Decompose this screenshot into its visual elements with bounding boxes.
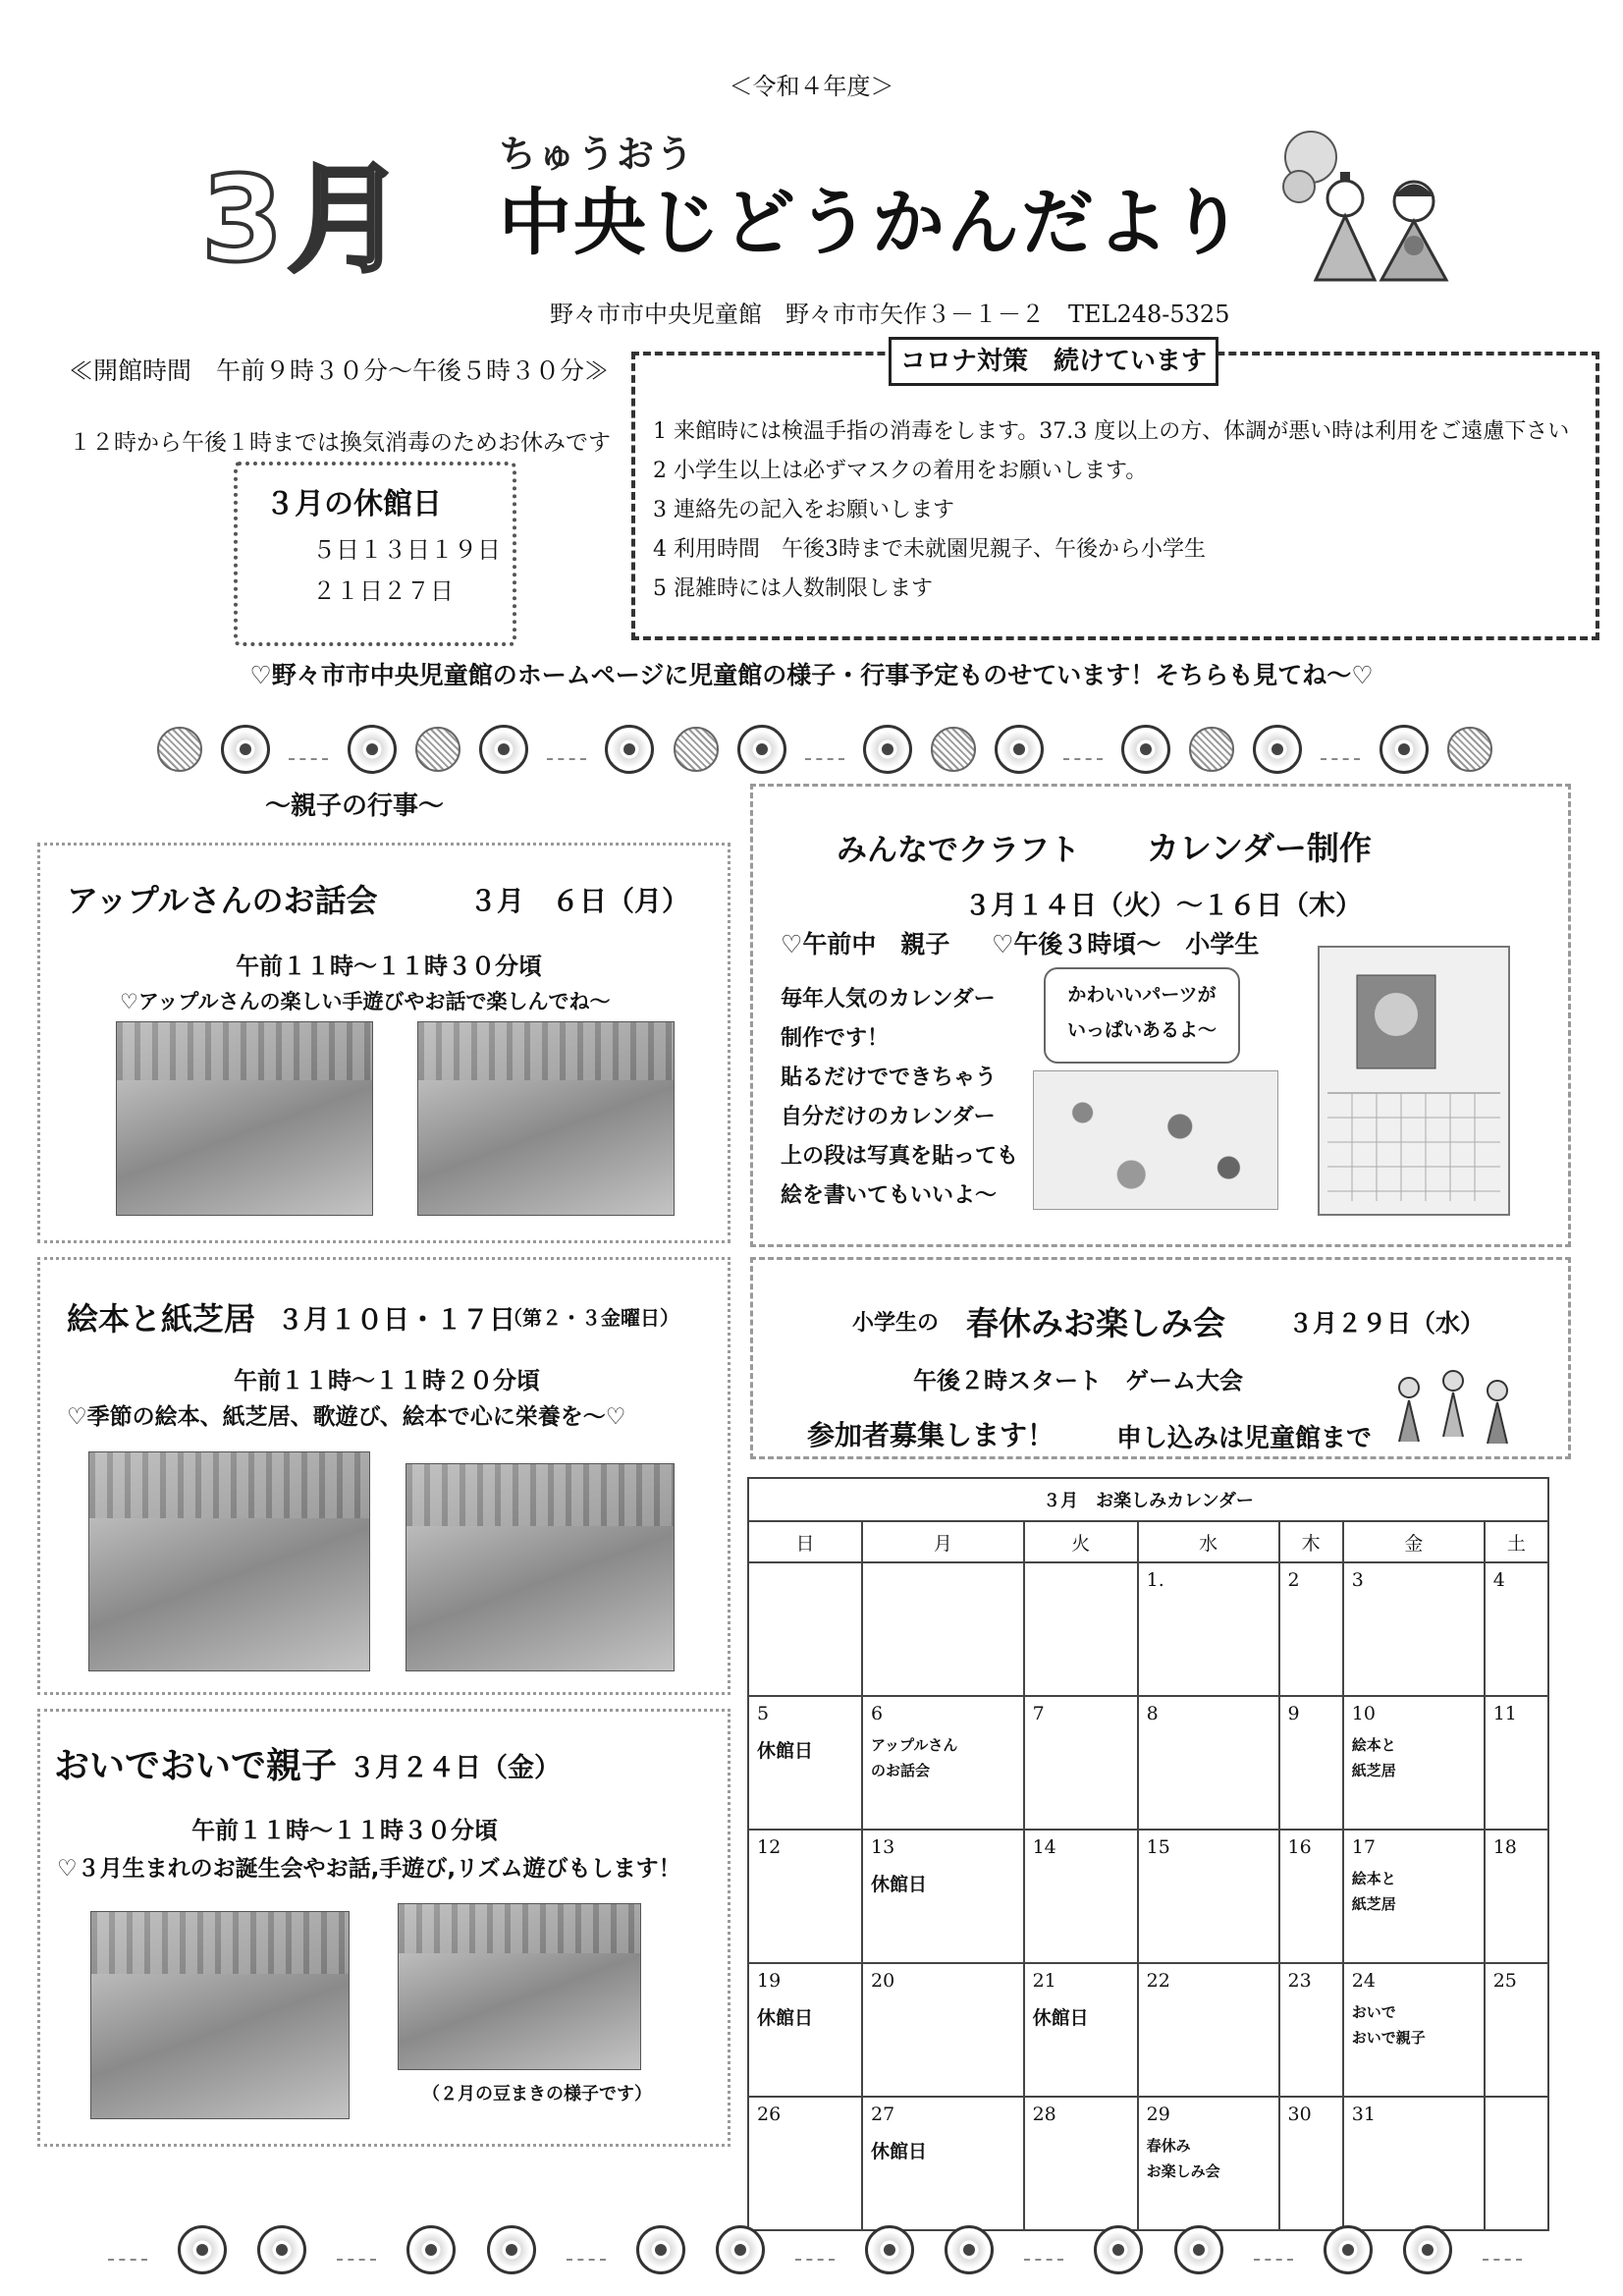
corona-item: 2 小学生以上は必ずマスクの着用をお願いします。 xyxy=(653,459,1148,483)
day-event-line: 紙芝居 xyxy=(1351,1762,1396,1779)
day-event-line: 休館日 xyxy=(1032,2007,1089,2029)
calendar-day-cell xyxy=(1343,2097,1485,2230)
calendar-title: ３月 お楽しみカレンダー xyxy=(748,1478,1548,1521)
flower-icon xyxy=(487,2225,536,2274)
craft-text-line: 制作です！ xyxy=(781,1026,890,1051)
event-recruit: 参加者募集します！ xyxy=(807,1419,1055,1451)
calendar-day-cell xyxy=(1279,1562,1343,1696)
day-number: 19 xyxy=(757,1970,782,1992)
event-title: おいでおいで親子 xyxy=(54,1746,338,1786)
day-event xyxy=(1352,1999,1476,2050)
homepage-note: ♡野々市市中央児童館のホームページに児童館の様子・行事予定ものせています！そちらも見てね～♡ xyxy=(249,661,1374,689)
flower-icon xyxy=(716,2225,765,2274)
event-photo xyxy=(417,1021,675,1216)
calendar-sample-photo xyxy=(1318,946,1510,1216)
day-number: 12 xyxy=(757,1836,782,1858)
bubble-line: かわいいパーツが xyxy=(1067,984,1217,1006)
day-number: 2 xyxy=(1287,1569,1300,1591)
calendar-day-cell xyxy=(1485,1963,1548,2097)
day-event-line: お楽しみ会 xyxy=(1146,2162,1220,2180)
era-label: ＜令和４年度＞ xyxy=(729,73,894,100)
calendar-day-cell xyxy=(1485,1562,1548,1696)
event-date: ３月２９日（水） xyxy=(1288,1309,1486,1338)
calendar-day-cell xyxy=(748,1696,862,1830)
calendar-week-row xyxy=(748,1562,1548,1696)
flower-icon xyxy=(221,725,270,774)
day-event-line: おいで xyxy=(1351,2003,1396,2021)
event-date: ３月２４日（金） xyxy=(349,1753,561,1783)
weekday-header: 日 xyxy=(748,1521,862,1562)
day-event xyxy=(1147,2133,1271,2184)
flower-decoration-row xyxy=(108,2225,1522,2274)
craft-text-line: 自分だけのカレンダー xyxy=(781,1105,996,1129)
day-number: 28 xyxy=(1032,2104,1056,2125)
sparkle-icon xyxy=(1321,738,1360,760)
day-number: 14 xyxy=(1032,1836,1056,1858)
event-photo xyxy=(406,1463,675,1671)
calendar-day-cell xyxy=(1138,1830,1279,1963)
ball-icon xyxy=(1189,727,1234,772)
flower-icon xyxy=(737,725,786,774)
craft-text-line: 貼るだけでできちゃう xyxy=(781,1066,998,1090)
sparkle-icon xyxy=(795,2239,835,2261)
day-number: 5 xyxy=(757,1703,770,1724)
calendar-day-cell xyxy=(1279,1830,1343,1963)
ball-icon xyxy=(415,727,460,772)
calendar-day-cell xyxy=(1485,1696,1548,1830)
day-number: 3 xyxy=(1351,1569,1364,1591)
flower-decoration-row xyxy=(157,725,1492,774)
craft-text-line: 毎年人気のカレンダー xyxy=(781,987,996,1011)
day-number: 7 xyxy=(1032,1703,1045,1724)
sparkle-icon xyxy=(1063,738,1103,760)
craft-parts-image xyxy=(1033,1070,1278,1210)
day-event-line: のお話会 xyxy=(871,1762,931,1779)
page-title: 中央じどうかんだより xyxy=(499,181,1245,265)
event-time: 午前１１時～１１時３０分頃 xyxy=(236,953,542,980)
calendar-day-cell xyxy=(1024,1963,1138,2097)
day-number: 15 xyxy=(1146,1836,1170,1858)
flower-icon xyxy=(1324,2225,1373,2274)
calendar-day-cell xyxy=(748,1562,862,1696)
event-photo xyxy=(88,1451,370,1671)
day-number: 1. xyxy=(1146,1569,1164,1591)
oyako-heading: ～親子の行事～ xyxy=(265,792,445,821)
photo-caption: （２月の豆まきの様子です） xyxy=(422,2084,652,2105)
event-date: ３月 ６日（月） xyxy=(469,885,690,917)
calendar-day-cell xyxy=(1343,1963,1485,2097)
ventilation-note: １２時から午後１時までは換気消毒のためお休みです xyxy=(69,430,611,456)
corona-item: 3 連絡先の記入をお願いします xyxy=(653,498,954,522)
flower-icon xyxy=(406,2225,456,2274)
calendar-week-row xyxy=(748,1696,1548,1830)
weekday-header: 水 xyxy=(1138,1521,1279,1562)
calendar-day-cell xyxy=(862,1963,1024,2097)
day-event-line: 絵本と xyxy=(1351,1736,1396,1754)
flower-icon xyxy=(479,725,528,774)
calendar-day-cell xyxy=(1279,1963,1343,2097)
event-photo xyxy=(90,1911,350,2119)
day-event xyxy=(1352,1866,1476,1917)
calendar-day-cell xyxy=(1024,1830,1138,1963)
event-photo xyxy=(398,1903,641,2070)
event-desc: ♡季節の絵本、紙芝居、歌遊び、絵本で心に栄養を～♡ xyxy=(67,1404,626,1430)
calendar-day-cell xyxy=(1138,1963,1279,2097)
calendar-day-cell xyxy=(748,1963,862,2097)
event-target: ♡午後３時頃～ 小学生 xyxy=(992,930,1260,958)
closed-days-line: ２１日２７日 xyxy=(312,577,454,605)
event-time: 午前１１時～１１時２０分頃 xyxy=(234,1367,540,1394)
day-event xyxy=(871,1870,1015,1896)
event-desc: ♡３月生まれのお誕生会やお話,手遊び,リズム遊びもします！ xyxy=(57,1856,681,1882)
day-number: 11 xyxy=(1492,1703,1517,1724)
speech-bubble xyxy=(1044,967,1240,1064)
sparkle-icon xyxy=(805,738,844,760)
event-date-note: （第２・３金曜日） xyxy=(503,1306,679,1330)
flower-icon xyxy=(1094,2225,1143,2274)
day-event-line: 紙芝居 xyxy=(1351,1895,1396,1913)
calendar-day-cell xyxy=(1485,1830,1548,1963)
calendar-day-cell xyxy=(1138,1562,1279,1696)
sparkle-icon xyxy=(337,2239,376,2261)
closed-days-title: ３月の休館日 xyxy=(265,487,442,521)
flower-icon xyxy=(605,725,654,774)
day-number: 16 xyxy=(1287,1836,1312,1858)
day-event-line: 春休み xyxy=(1146,2137,1191,2155)
flower-icon xyxy=(636,2225,685,2274)
weekday-header: 月 xyxy=(862,1521,1024,1562)
flower-icon xyxy=(178,2225,227,2274)
calendar-day-cell xyxy=(1024,2097,1138,2230)
ball-icon xyxy=(931,727,976,772)
day-number: 30 xyxy=(1287,2104,1312,2125)
day-event xyxy=(871,2137,1015,2163)
hina-doll-illustration xyxy=(1271,118,1468,285)
calendar-day-cell xyxy=(1485,2097,1548,2230)
title-ruby: ちゅうおう xyxy=(499,133,696,176)
flower-icon xyxy=(1174,2225,1223,2274)
event-date: ３月１０日・１７日 xyxy=(277,1305,515,1336)
day-event-line: 休館日 xyxy=(757,1740,814,1762)
corona-item: 1 来館時には検温手指の消毒をします。37.3 度以上の方、体調が悪い時は利用をご遠慮下さい xyxy=(653,419,1570,444)
event-start: 午後２時スタート ゲーム大会 xyxy=(913,1367,1243,1394)
event-photo xyxy=(116,1021,373,1216)
day-event xyxy=(1352,1732,1476,1783)
weekday-header: 金 xyxy=(1343,1521,1485,1562)
ball-icon xyxy=(1447,727,1492,772)
day-number: 4 xyxy=(1492,1569,1505,1591)
calendar-day-cell xyxy=(1138,1696,1279,1830)
flower-icon xyxy=(348,725,397,774)
calendar-day-cell xyxy=(1343,1830,1485,1963)
calendar-day-cell xyxy=(1279,1696,1343,1830)
calendar-day-cell xyxy=(1024,1696,1138,1830)
flower-icon xyxy=(995,725,1044,774)
sparkle-icon xyxy=(289,738,328,760)
calendar-day-cell xyxy=(862,1562,1024,1696)
calendar-week-row xyxy=(748,1830,1548,1963)
event-title: 春休みお楽しみ会 xyxy=(966,1304,1225,1342)
day-number: 20 xyxy=(871,1970,895,1992)
ball-icon xyxy=(157,727,202,772)
craft-text-line: 絵を書いてもいいよ～ xyxy=(781,1183,998,1208)
calendar-day-cell xyxy=(748,2097,862,2230)
flower-icon xyxy=(863,725,912,774)
day-number: 17 xyxy=(1351,1836,1376,1858)
weekday-header: 土 xyxy=(1485,1521,1548,1562)
day-event-line: 休館日 xyxy=(871,2141,928,2162)
sparkle-icon xyxy=(1483,2239,1522,2261)
event-prefix: 小学生の xyxy=(852,1311,940,1336)
calendar-weekday-row xyxy=(748,1521,1548,1562)
event-time: 午前１１時～１１時３０分頃 xyxy=(191,1817,498,1844)
day-number: 8 xyxy=(1146,1703,1159,1724)
calendar-day-cell xyxy=(1279,2097,1343,2230)
event-date: ３月１４日（火）～１６日（木） xyxy=(964,891,1362,921)
weekday-header: 木 xyxy=(1279,1521,1343,1562)
day-number: 29 xyxy=(1146,2104,1170,2125)
day-number: 26 xyxy=(757,2104,782,2125)
flower-icon xyxy=(1121,725,1170,774)
flower-icon xyxy=(257,2225,306,2274)
event-title: みんなでクラフト xyxy=(837,833,1080,868)
sparkle-icon xyxy=(108,2239,147,2261)
calendar-day-cell xyxy=(862,1830,1024,1963)
day-event-line: おいで親子 xyxy=(1351,2029,1426,2047)
day-number: 6 xyxy=(871,1703,884,1724)
day-event xyxy=(757,2003,853,2030)
event-title: カレンダー制作 xyxy=(1147,829,1372,867)
sparkle-icon xyxy=(1254,2239,1293,2261)
weekday-header: 火 xyxy=(1024,1521,1138,1562)
sparkle-icon xyxy=(1024,2239,1063,2261)
calendar-body xyxy=(748,1562,1548,2230)
sparkle-icon xyxy=(547,738,586,760)
day-event xyxy=(1033,2003,1129,2030)
calendar-day-cell xyxy=(1024,1562,1138,1696)
calendar-day-cell xyxy=(1343,1696,1485,1830)
calendar-day-cell xyxy=(1343,1562,1485,1696)
calendar-day-cell xyxy=(862,1696,1024,1830)
day-number: 31 xyxy=(1351,2104,1376,2125)
day-event-line: 休館日 xyxy=(757,2007,814,2029)
day-number: 9 xyxy=(1287,1703,1300,1724)
opening-hours: ≪開館時間 午前９時３０分～午後５時３０分≫ xyxy=(69,356,610,385)
day-number: 21 xyxy=(1032,1970,1056,1992)
day-event-line: 休館日 xyxy=(871,1874,928,1895)
event-apply: 申し込みは児童館まで xyxy=(1116,1424,1373,1453)
closed-days-line: ５日１３日１９日 xyxy=(312,536,501,564)
corona-item: 5 混雑時には人数制限します xyxy=(653,576,933,601)
flower-icon xyxy=(1380,725,1429,774)
day-event-line: アップルさん xyxy=(871,1736,958,1754)
corona-item: 4 利用時間 午後3時まで未就園児親子、午後から小学生 xyxy=(653,537,1206,562)
event-title: 絵本と紙芝居 xyxy=(67,1300,256,1338)
flower-icon xyxy=(1253,725,1302,774)
event-desc: ♡アップルさんの楽しい手遊びやお話で楽しんでね～ xyxy=(120,990,611,1013)
day-number: 18 xyxy=(1492,1836,1517,1858)
day-number: 22 xyxy=(1146,1970,1170,1992)
day-event xyxy=(757,1736,853,1763)
address-line: 野々市市中央児童館 野々市市矢作３－１－２ TEL248-5325 xyxy=(550,301,1230,328)
day-number: 24 xyxy=(1351,1970,1376,1992)
event-target: ♡午前中 親子 xyxy=(781,930,950,958)
calendar-day-cell xyxy=(748,1830,862,1963)
day-number: 27 xyxy=(871,2104,895,2125)
children-playing-illustration xyxy=(1384,1363,1532,1451)
month-label: 3月 xyxy=(201,152,409,289)
corona-title: コロナ対策 続けています xyxy=(889,337,1218,386)
day-number: 23 xyxy=(1287,1970,1312,1992)
calendar-week-row xyxy=(748,2097,1548,2230)
day-number: 10 xyxy=(1351,1703,1376,1724)
calendar-day-cell xyxy=(1138,2097,1279,2230)
flower-icon xyxy=(945,2225,994,2274)
event-calendar xyxy=(747,1477,1549,2231)
calendar-day-cell xyxy=(862,2097,1024,2230)
flower-icon xyxy=(1403,2225,1452,2274)
calendar-week-row xyxy=(748,1963,1548,2097)
sparkle-icon xyxy=(567,2239,606,2261)
day-event-line: 絵本と xyxy=(1351,1870,1396,1887)
day-number: 25 xyxy=(1492,1970,1517,1992)
flower-icon xyxy=(865,2225,914,2274)
craft-text-line: 上の段は写真を貼っても xyxy=(781,1144,1019,1169)
bubble-line: いっぱいあるよ～ xyxy=(1066,1019,1217,1041)
day-number: 13 xyxy=(871,1836,895,1858)
event-title: アップルさんのお話会 xyxy=(67,882,378,919)
day-event xyxy=(871,1732,1015,1783)
ball-icon xyxy=(674,727,719,772)
